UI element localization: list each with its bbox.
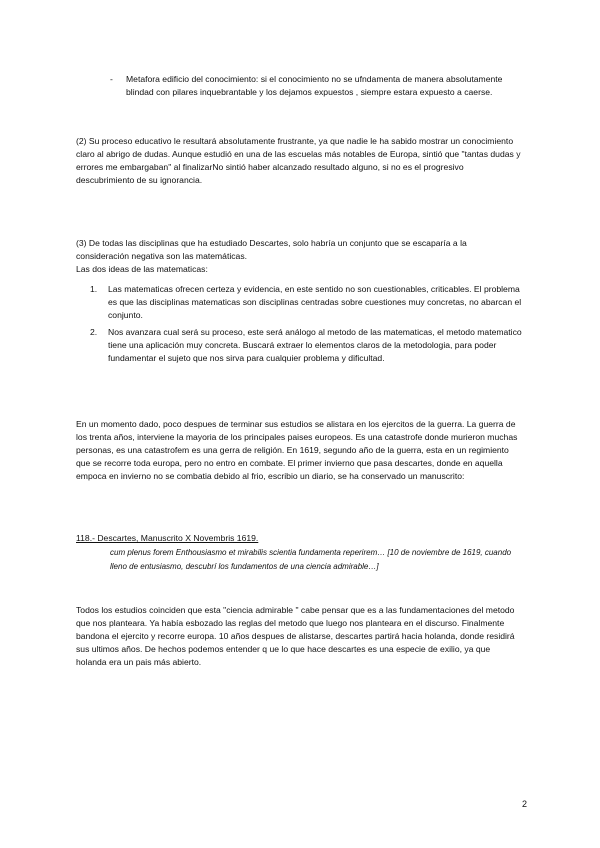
list-item-text: Las matematicas ofrecen certeza y evidencia, en este sentido no son cuestionables, criticables. El problema es que las disciplinas matematicas son disciplinas centradas sobre cuestiones muy concretas, no abarcan el conjunto.: [108, 284, 522, 320]
list-item-text: Nos avanzara cual será su proceso, este será análogo al metodo de las matematicas, el metodo matematico tiene una aplicación muy concreta. Buscará extraer lo elementos claros de la metodologia, para poder fundamentar el sujeto que nos sirva para cualquier problema y dificultad.: [108, 327, 522, 363]
list-item: [76, 326, 526, 365]
citation-body: cum plenus forem Enthousiasmo et mirabilis scientia fundamenta reperirem… [10 de noviembre de 1619, cuando lleno de entusiasmo, descubrí los fundamentos de una ciencia admirable…]: [110, 548, 512, 571]
paragraph-3: (3) De todas las disciplinas que ha estudiado Descartes, solo habría un conjunto que se escaparía a la consideración negativa son las matemáticas.: [76, 238, 467, 261]
citation-heading: 118.- Descartes, Manuscrito X Novembris 1619.: [76, 533, 259, 543]
ideas-list: [76, 283, 526, 369]
paragraph-2: (2) Su proceso educativo le resultará absolutamente frustrante, ya que nadie le ha sabido mostrar un conocimiento claro al abrigo de dudas. Aunque estudió en una de las escuelas más notables de Europa, sintió que "tantas dudas y errores me embargaban" al finalizarNo sintió haber alcanzado resultado alguno, si no es el progresivo descubrimiento de su ignorancia.: [76, 136, 521, 185]
list-number: 1.: [90, 284, 98, 294]
ideas-heading: Las dos ideas de las matematicas:: [76, 264, 208, 274]
bullet-marker: -: [110, 74, 113, 84]
paragraph-war: En un momento dado, poco despues de terminar sus estudios se alistara en los ejercitos de la guerra. La guerra de los trenta años, interviene la mayoria de los principales paises europeos. Es una catastrofe donde murieron muchas personas, es una catastrofem es una gerra de religión. En 1619, segundo año de la guerra, esta en un regimiento que se recorre toda europa, pero no entro en combate. El primer invierno que pasa descartes, donde en aquella empoca en invierno no se combatia debido al frio, escribio un diario, se ha conservado un manuscrito:: [76, 419, 518, 481]
list-number: 2.: [90, 327, 98, 337]
page-number: 2: [522, 799, 528, 809]
bullet-item: [110, 73, 526, 99]
bullet-text: Metafora edificio del conocimiento: si el conocimiento no se ufndamenta de manera absolutamente blindad con pilares inquebrantable y los dejamos expuestos , siempre estara expuesto a caerse.: [126, 74, 503, 97]
list-item: [76, 283, 526, 322]
paragraph-final: Todos los estudios coinciden que esta "ciencia admirable " cabe pensar que es a las fundamentaciones del metodo que nos planteara. Ya había esbozado las reglas del metodo que luego nos planteara en el discurso. Finalmente bandona el ejercito y recorre europa. 10 años despues de alistarse, descartes partirá hacia holanda, donde residirá sus ultimos años. De hechos podemos entender q ue lo que hace descartes es una especie de exilio, ya que holanda era un pais más abierto.: [76, 605, 515, 667]
